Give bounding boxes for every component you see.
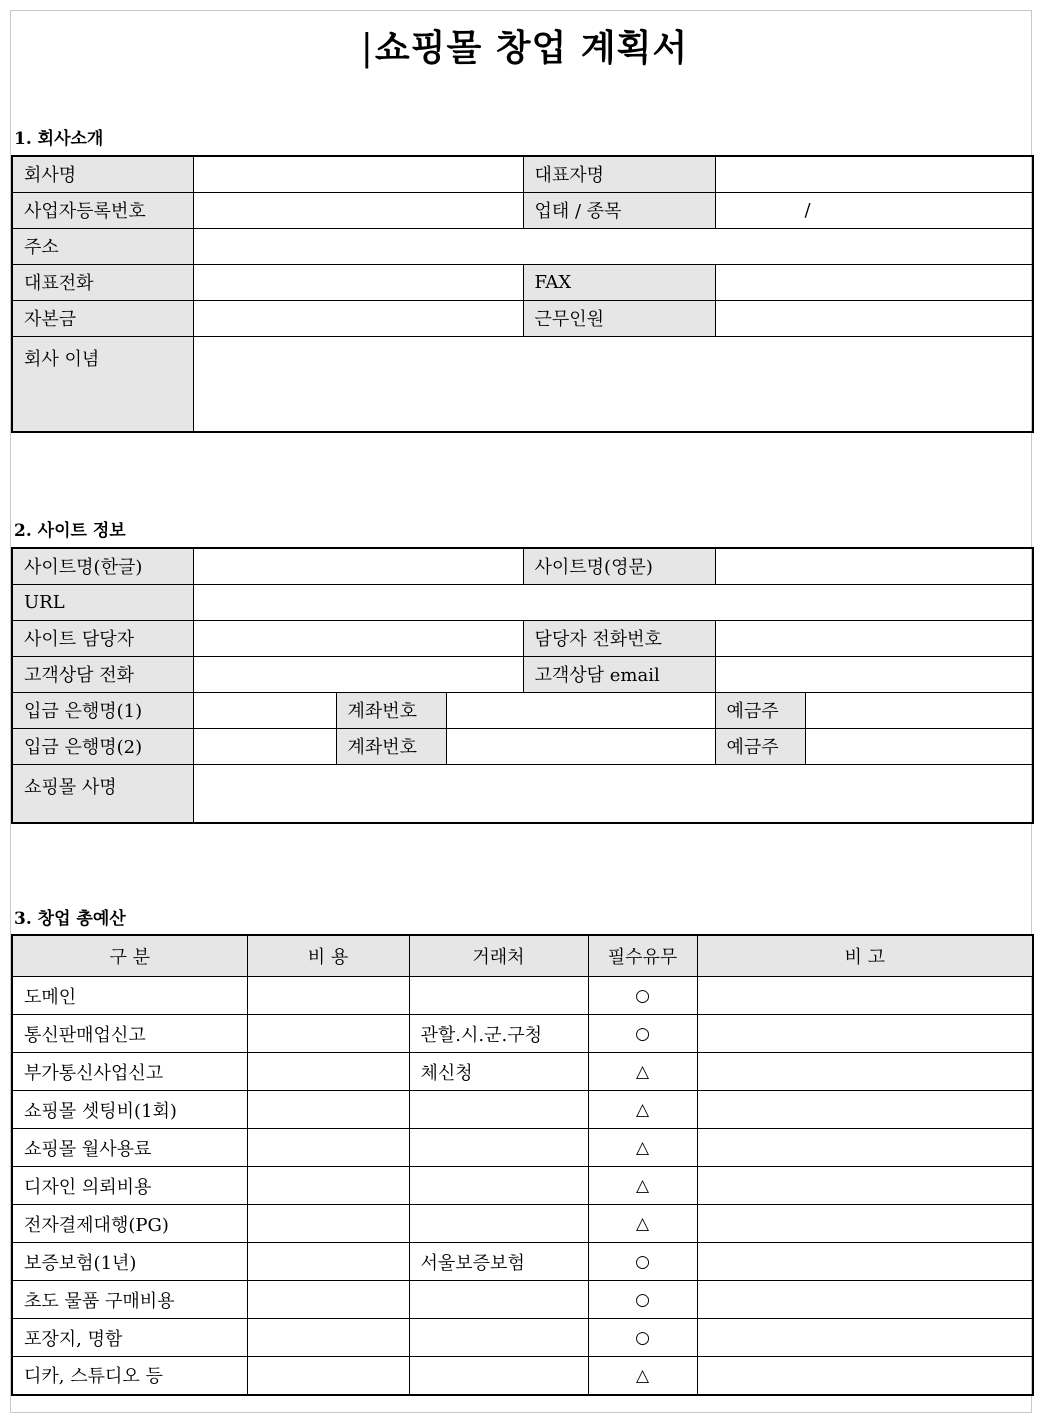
- table-row: [12, 264, 1033, 300]
- table-row: [12, 764, 1033, 823]
- budget-cost[interactable]: [247, 1281, 409, 1319]
- budget-required: [588, 1281, 697, 1319]
- budget-item: 디카, 스튜디오 등: [12, 1357, 247, 1395]
- table-row: [12, 300, 1033, 336]
- required-mark: ○: [635, 986, 650, 1006]
- budget-required: [588, 1091, 697, 1129]
- budget-vendor[interactable]: [409, 1129, 588, 1167]
- budget-vendor[interactable]: [409, 977, 588, 1015]
- site-name-kr-field[interactable]: [193, 548, 523, 584]
- text-cursor: |: [360, 28, 374, 69]
- title-text: 쇼핑몰 창업 계획서: [374, 27, 689, 69]
- table-row: [12, 977, 1033, 1015]
- url-label: URL: [12, 584, 193, 620]
- table-row: [12, 1205, 1033, 1243]
- biz-type-field[interactable]: [715, 192, 1033, 228]
- table-row: [12, 1053, 1033, 1091]
- manager-phone-field[interactable]: [715, 620, 1033, 656]
- table-row: [12, 1319, 1033, 1357]
- table-row: [12, 620, 1033, 656]
- company-info-table: [11, 155, 1034, 433]
- budget-item: 디자인 의뢰비용: [12, 1167, 247, 1205]
- fax-label: FAX: [523, 264, 715, 300]
- budget-item: 쇼핑몰 셋팅비(1회): [12, 1091, 247, 1129]
- ceo-name-label: 대표자명: [523, 156, 715, 192]
- bank2-field[interactable]: [193, 728, 336, 764]
- account-no-2-field[interactable]: [446, 728, 715, 764]
- account-no-1-field[interactable]: [446, 692, 715, 728]
- table-row: [12, 1015, 1033, 1053]
- budget-note[interactable]: [697, 1243, 1033, 1281]
- budget-required: [588, 1319, 697, 1357]
- account-no-2-label: 계좌번호: [336, 728, 446, 764]
- biz-reg-no-label: 사업자등록번호: [12, 192, 193, 228]
- company-name-label: 회사명: [12, 156, 193, 192]
- budget-note[interactable]: [697, 1129, 1033, 1167]
- column-header-note: 비 고: [697, 935, 1033, 977]
- budget-note[interactable]: [697, 1319, 1033, 1357]
- table-row: [12, 1281, 1033, 1319]
- section-3-heading: 3. 창업 총예산: [14, 909, 126, 929]
- mall-mission-field[interactable]: [193, 764, 1033, 823]
- budget-cost[interactable]: [247, 1015, 409, 1053]
- required-mark: △: [635, 1176, 650, 1196]
- budget-cost[interactable]: [247, 1205, 409, 1243]
- budget-required: [588, 1015, 697, 1053]
- required-mark: △: [635, 1138, 650, 1158]
- required-mark: ○: [635, 1024, 650, 1044]
- budget-table: [11, 934, 1034, 1396]
- budget-note[interactable]: [697, 1167, 1033, 1205]
- required-mark: △: [635, 1214, 650, 1234]
- budget-item: 포장지, 명함: [12, 1319, 247, 1357]
- budget-vendor[interactable]: [409, 1205, 588, 1243]
- url-field[interactable]: [193, 584, 1033, 620]
- philosophy-label: 회사 이념: [12, 336, 193, 432]
- depositor-2-label: 예금주: [715, 728, 805, 764]
- table-row: [12, 1243, 1033, 1281]
- address-label: 주소: [12, 228, 193, 264]
- budget-cost[interactable]: [247, 1091, 409, 1129]
- bank1-label: 입금 은행명(1): [12, 692, 193, 728]
- required-mark: ○: [635, 1290, 650, 1310]
- budget-note[interactable]: [697, 1357, 1033, 1395]
- budget-required: [588, 1167, 697, 1205]
- mall-mission-label: 쇼핑몰 사명: [12, 764, 193, 823]
- budget-cost[interactable]: [247, 1243, 409, 1281]
- column-header-vendor: 거래처: [409, 935, 588, 977]
- table-row: [12, 1167, 1033, 1205]
- column-header-required: 필수유무: [588, 935, 697, 977]
- budget-note[interactable]: [697, 977, 1033, 1015]
- company-name-field[interactable]: [193, 156, 523, 192]
- budget-required: [588, 1205, 697, 1243]
- budget-note[interactable]: [697, 1281, 1033, 1319]
- section-1-heading: 1. 회사소개: [14, 129, 104, 149]
- budget-vendor[interactable]: 관할.시.군.구청: [409, 1015, 588, 1053]
- philosophy-field[interactable]: [193, 336, 1033, 432]
- site-name-kr-label: 사이트명(한글): [12, 548, 193, 584]
- budget-required: [588, 1053, 697, 1091]
- table-row: [12, 692, 1033, 728]
- budget-item: 초도 물품 구매비용: [12, 1281, 247, 1319]
- table-row: [12, 1129, 1033, 1167]
- budget-cost[interactable]: [247, 1129, 409, 1167]
- biz-type-separator: /: [804, 199, 811, 221]
- table-row: [12, 336, 1033, 432]
- manager-phone-label: 담당자 전화번호: [523, 620, 715, 656]
- section-2-heading: 2. 사이트 정보: [14, 521, 126, 541]
- budget-vendor[interactable]: [409, 1319, 588, 1357]
- cs-email-label: 고객상담 email: [523, 656, 715, 692]
- table-row: [12, 228, 1033, 264]
- budget-vendor[interactable]: [409, 1281, 588, 1319]
- table-row: [12, 1357, 1033, 1395]
- budget-item: 쇼핑몰 월사용료: [12, 1129, 247, 1167]
- budget-vendor[interactable]: 체신청: [409, 1053, 588, 1091]
- budget-cost[interactable]: [247, 1053, 409, 1091]
- required-mark: △: [635, 1365, 650, 1386]
- required-mark: △: [635, 1100, 650, 1120]
- site-name-en-field[interactable]: [715, 548, 1033, 584]
- depositor-1-label: 예금주: [715, 692, 805, 728]
- address-field[interactable]: [193, 228, 1033, 264]
- column-header-item: 구 분: [12, 935, 247, 977]
- account-no-1-label: 계좌번호: [336, 692, 446, 728]
- required-mark: ○: [635, 1252, 650, 1272]
- site-name-en-label: 사이트명(영문): [523, 548, 715, 584]
- budget-vendor[interactable]: 서울보증보험: [409, 1243, 588, 1281]
- budget-required: [588, 1243, 697, 1281]
- budget-cost[interactable]: [247, 1319, 409, 1357]
- budget-item: 부가통신사업신고: [12, 1053, 247, 1091]
- main-phone-field[interactable]: [193, 264, 523, 300]
- table-row: [12, 1091, 1033, 1129]
- budget-required: [588, 977, 697, 1015]
- required-mark: ○: [635, 1328, 650, 1348]
- main-phone-label: 대표전화: [12, 264, 193, 300]
- budget-item: 전자결제대행(PG): [12, 1205, 247, 1243]
- employees-field[interactable]: [715, 300, 1033, 336]
- budget-required: [588, 1357, 697, 1395]
- budget-item: 도메인: [12, 977, 247, 1015]
- bank2-label: 입금 은행명(2): [12, 728, 193, 764]
- cs-phone-field[interactable]: [193, 656, 523, 692]
- budget-cost[interactable]: [247, 977, 409, 1015]
- employees-label: 근무인원: [523, 300, 715, 336]
- budget-note[interactable]: [697, 1053, 1033, 1091]
- table-row: [12, 156, 1033, 192]
- bank1-field[interactable]: [193, 692, 336, 728]
- table-header-row: [12, 935, 1033, 977]
- cs-phone-label: 고객상담 전화: [12, 656, 193, 692]
- table-row: [12, 656, 1033, 692]
- ceo-name-field[interactable]: [715, 156, 1033, 192]
- budget-cost[interactable]: [247, 1167, 409, 1205]
- depositor-1-field[interactable]: [805, 692, 1033, 728]
- budget-vendor[interactable]: [409, 1167, 588, 1205]
- biz-reg-no-field[interactable]: [193, 192, 523, 228]
- capital-field[interactable]: [193, 300, 523, 336]
- site-manager-label: 사이트 담당자: [12, 620, 193, 656]
- required-mark: △: [635, 1062, 650, 1082]
- budget-vendor[interactable]: [409, 1357, 588, 1395]
- document-title: [0, 20, 1049, 71]
- budget-note[interactable]: [697, 1091, 1033, 1129]
- biz-type-label: 업태 / 종목: [523, 192, 715, 228]
- budget-item: 보증보험(1년): [12, 1243, 247, 1281]
- capital-label: 자본금: [12, 300, 193, 336]
- column-header-cost: 비 용: [247, 935, 409, 977]
- budget-cost[interactable]: [247, 1357, 409, 1395]
- depositor-2-field[interactable]: [805, 728, 1033, 764]
- budget-note[interactable]: [697, 1205, 1033, 1243]
- table-row: [12, 548, 1033, 584]
- table-row: [12, 728, 1033, 764]
- site-manager-field[interactable]: [193, 620, 523, 656]
- budget-item: 통신판매업신고: [12, 1015, 247, 1053]
- budget-required: [588, 1129, 697, 1167]
- cs-email-field[interactable]: [715, 656, 1033, 692]
- table-row: [12, 192, 1033, 228]
- table-row: [12, 584, 1033, 620]
- budget-vendor[interactable]: [409, 1091, 588, 1129]
- budget-note[interactable]: [697, 1015, 1033, 1053]
- fax-field[interactable]: [715, 264, 1033, 300]
- site-info-table: [11, 547, 1034, 824]
